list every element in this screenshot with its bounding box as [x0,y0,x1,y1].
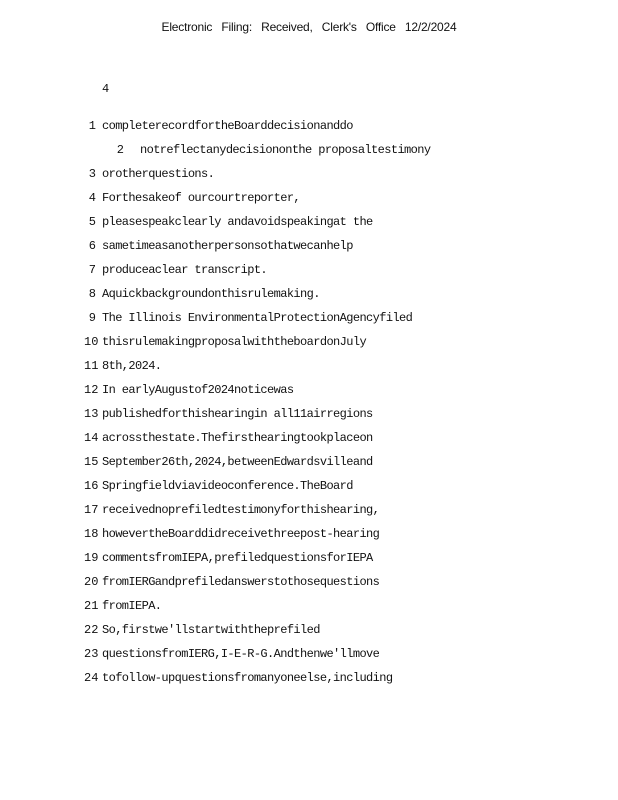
line-number: 7 [88,263,96,277]
line-number: 16 [84,479,99,493]
line-text: fromIEPA. [102,599,162,613]
transcript-line [0,214,618,238]
line-text: notreflectanydecisiononthe proposaltestimony [140,143,431,157]
line-number: 21 [84,599,99,613]
line-number: 24 [84,671,99,685]
line-number: 22 [84,623,99,637]
page-number: 4 [102,82,110,96]
line-number: 5 [88,215,96,229]
line-text: orotherquestions. [102,167,215,181]
line-number: 1 [88,119,96,133]
line-number: 15 [84,455,99,469]
line-number: 13 [84,407,99,421]
line-number: 6 [88,239,96,253]
line-text: howevertheBoarddidreceivethreepost-hearing [102,527,380,541]
line-text: pleasespeakclearly andavoidspeakingat the [102,215,373,229]
transcript-line [0,670,618,694]
line-text: receivednoprefiledtestimonyforthishearing, [102,503,380,517]
line-text: commentsfromIEPA,prefiledquestionsforIEPA [102,551,373,565]
line-text: 8th,2024. [102,359,162,373]
transcript-line [0,430,618,454]
line-text: publishedforthishearingin all11airregions [102,407,373,421]
line-text: fromIERGandprefiledanswerstothosequestions [102,575,380,589]
transcript-line [0,286,618,310]
line-text: So,firstwe'llstartwiththeprefiled [102,623,320,637]
line-number: 19 [84,551,99,565]
line-text: completerecordfortheBoarddecisionanddo [102,119,353,133]
transcript-line [0,358,618,382]
line-number: 11 [84,359,99,373]
transcript-line [0,262,618,286]
transcript-line [0,310,618,334]
line-text: Aquickbackgroundonthisrulemaking. [102,287,320,301]
line-text: Springfieldviavideoconference.TheBoard [102,479,353,493]
transcript-line [0,550,618,574]
line-number: 12 [84,383,99,397]
line-number: 10 [84,335,99,349]
transcript-line [0,574,618,598]
line-number: 18 [84,527,99,541]
transcript-line [0,478,618,502]
transcript-line [0,190,618,214]
transcript-line [0,166,618,190]
line-number: 17 [84,503,99,517]
line-number: 9 [88,311,96,325]
transcript-body [0,118,618,694]
line-text: In earlyAugustof2024noticewas [102,383,294,397]
line-text: sametimeasanotherpersonsothatwecanhelp [102,239,353,253]
line-text: tofollow-upquestionsfromanyoneelse,including [102,671,393,685]
line-text: thisrulemakingproposalwiththeboardonJuly [102,335,367,349]
line-number: 3 [88,167,96,181]
line-number: 8 [88,287,96,301]
line-text: The Illinois EnvironmentalProtectionAgencyfiled [102,311,413,325]
line-number: 20 [84,575,99,589]
transcript-line [0,142,618,166]
transcript-line [0,502,618,526]
transcript-line [0,526,618,550]
transcript-line [0,334,618,358]
filing-stamp-header: Electronic Filing: Received, Clerk's Office 12/2/2024 [161,20,457,34]
line-text: Forthesakeof ourcourtreporter, [102,191,301,205]
transcript-line [0,238,618,262]
transcript-line [0,382,618,406]
line-text: produceaclear transcript. [102,263,268,277]
line-number: 2 [116,143,124,157]
line-number: 23 [84,647,99,661]
transcript-line [0,118,618,142]
transcript-line [0,622,618,646]
line-number: 14 [84,431,99,445]
line-text: acrossthestate.Thefirsthearingtookplaceon [102,431,373,445]
transcript-line [0,598,618,622]
line-number: 4 [88,191,96,205]
transcript-line [0,646,618,670]
line-text: September26th,2024,betweenEdwardsvilleand [102,455,373,469]
line-text: questionsfromIERG,I-E-R-G.Andthenwe'llmove [102,647,380,661]
transcript-line [0,454,618,478]
transcript-line [0,406,618,430]
